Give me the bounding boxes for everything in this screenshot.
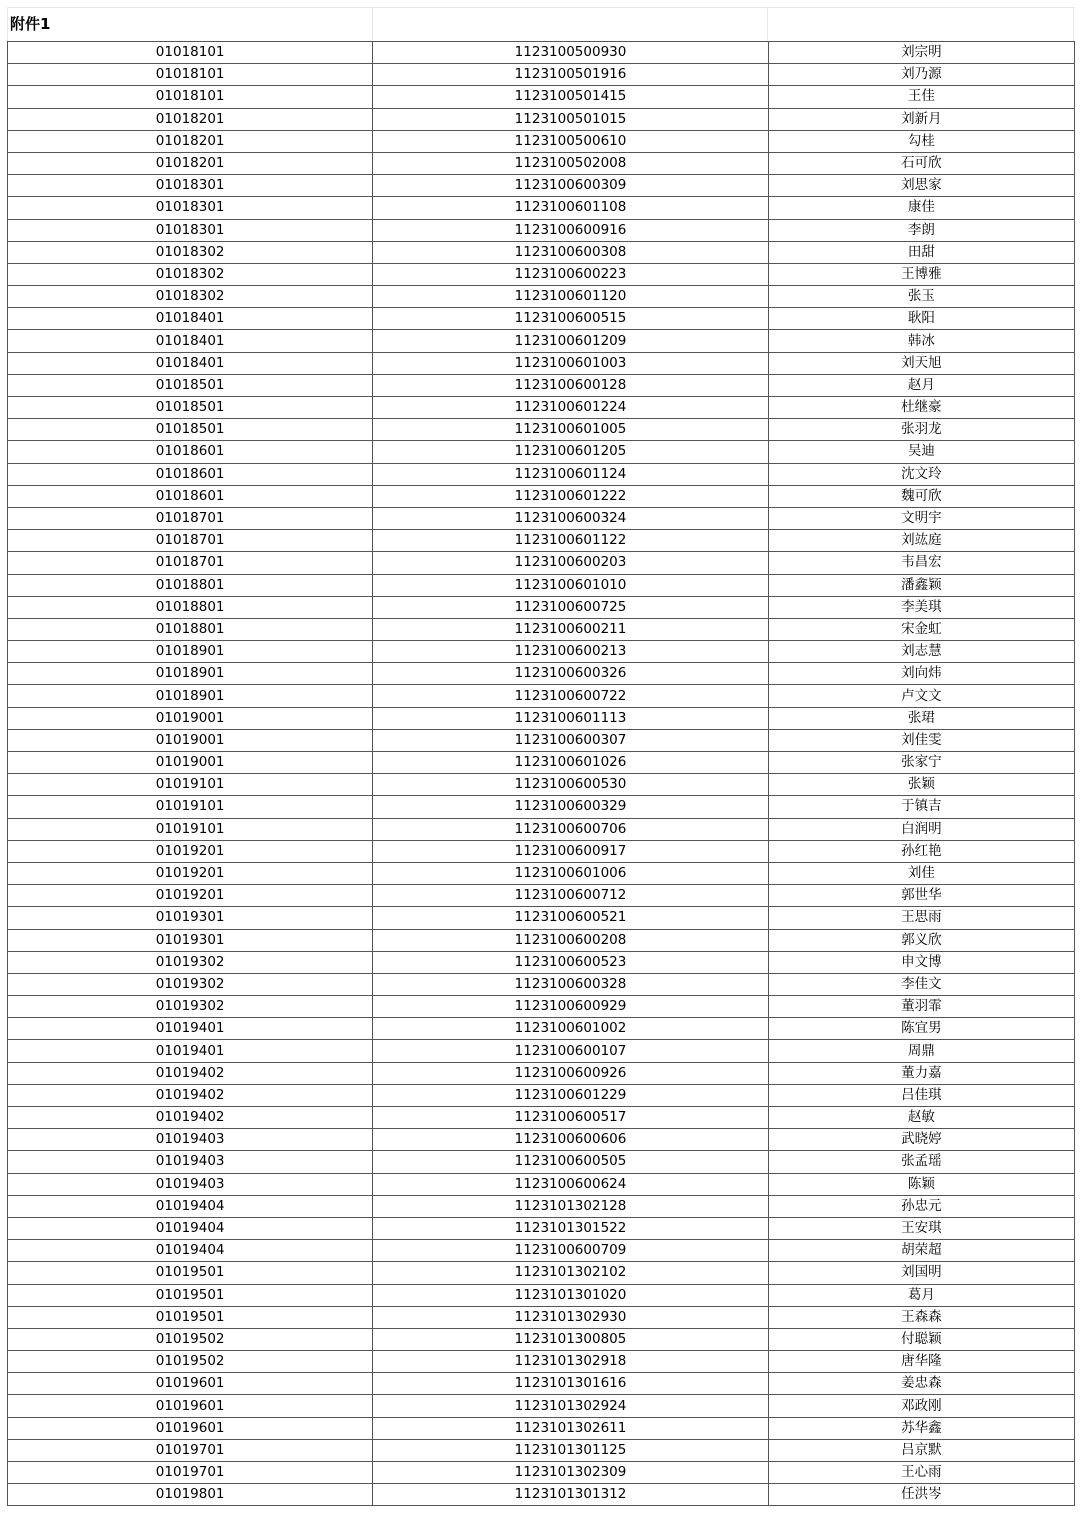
table-row <box>8 286 1075 308</box>
table-row <box>8 507 1075 529</box>
candidate-name-cell: 刘佳 <box>768 862 1074 884</box>
table-row <box>8 796 1075 818</box>
exam-number-cell: 1123100600926 <box>373 1062 768 1084</box>
position-code-cell: 01019601 <box>8 1395 373 1417</box>
position-code-cell: 01018801 <box>8 596 373 618</box>
position-code-cell: 01019402 <box>8 1107 373 1129</box>
table-row <box>8 596 1075 618</box>
candidate-name-cell: 陈宜男 <box>768 1018 1074 1040</box>
candidate-name-cell: 李朗 <box>768 219 1074 241</box>
candidate-name-cell: 李美琪 <box>768 596 1074 618</box>
exam-number-cell: 1123100600324 <box>373 507 768 529</box>
table-row <box>8 685 1075 707</box>
position-code-cell: 01018201 <box>8 130 373 152</box>
position-code-cell: 01018301 <box>8 175 373 197</box>
candidate-name-cell: 李佳文 <box>768 973 1074 995</box>
exam-number-cell: 1123100600521 <box>373 907 768 929</box>
position-code-cell: 01019502 <box>8 1351 373 1373</box>
position-code-cell: 01018701 <box>8 530 373 552</box>
table-row <box>8 1084 1075 1106</box>
exam-number-cell: 1123100601006 <box>373 862 768 884</box>
candidate-name-cell: 陈颖 <box>768 1173 1074 1195</box>
header-empty-cell <box>768 8 1074 41</box>
table-row <box>8 397 1075 419</box>
header-row <box>7 7 1075 41</box>
position-code-cell: 01019001 <box>8 729 373 751</box>
position-code-cell: 01018501 <box>8 374 373 396</box>
table-row <box>8 552 1075 574</box>
exam-number-cell: 1123100600307 <box>373 729 768 751</box>
table-row <box>8 1417 1075 1439</box>
table-row <box>8 263 1075 285</box>
position-code-cell: 01018501 <box>8 419 373 441</box>
candidate-name-cell: 刘佳雯 <box>768 729 1074 751</box>
position-code-cell: 01019404 <box>8 1217 373 1239</box>
position-code-cell: 01019301 <box>8 929 373 951</box>
candidate-name-cell: 王佳 <box>768 86 1074 108</box>
exam-number-cell: 1123100600107 <box>373 1040 768 1062</box>
position-code-cell: 01018801 <box>8 618 373 640</box>
exam-number-cell: 1123100600223 <box>373 263 768 285</box>
exam-number-cell: 1123101302924 <box>373 1395 768 1417</box>
table-row <box>8 729 1075 751</box>
position-code-cell: 01019101 <box>8 774 373 796</box>
position-code-cell: 01018201 <box>8 108 373 130</box>
table-row <box>8 840 1075 862</box>
candidate-name-cell: 郭义欣 <box>768 929 1074 951</box>
table-row <box>8 996 1075 1018</box>
candidate-name-cell: 孙忠元 <box>768 1195 1074 1217</box>
exam-number-cell: 1123100601205 <box>373 441 768 463</box>
candidate-name-cell: 刘新月 <box>768 108 1074 130</box>
candidate-name-cell: 孙红艳 <box>768 840 1074 862</box>
table-row <box>8 641 1075 663</box>
candidate-name-cell: 康佳 <box>768 197 1074 219</box>
position-code-cell: 01019302 <box>8 996 373 1018</box>
table-row <box>8 707 1075 729</box>
position-code-cell: 01019501 <box>8 1262 373 1284</box>
table-row <box>8 1151 1075 1173</box>
exam-number-cell: 1123100600326 <box>373 663 768 685</box>
candidate-name-cell: 任洪岑 <box>768 1484 1074 1506</box>
exam-number-cell: 1123100600929 <box>373 996 768 1018</box>
exam-number-cell: 1123100600208 <box>373 929 768 951</box>
table-row <box>8 42 1075 64</box>
spreadsheet <box>7 7 1075 1506</box>
exam-number-cell: 1123100600725 <box>373 596 768 618</box>
candidate-name-cell: 王博雅 <box>768 263 1074 285</box>
candidate-name-cell: 吕佳琪 <box>768 1084 1074 1106</box>
exam-number-cell: 1123100601209 <box>373 330 768 352</box>
candidate-name-cell: 田甜 <box>768 241 1074 263</box>
candidate-name-cell: 董羽霏 <box>768 996 1074 1018</box>
candidate-name-cell: 于镇吉 <box>768 796 1074 818</box>
exam-number-cell: 1123100500610 <box>373 130 768 152</box>
position-code-cell: 01018601 <box>8 441 373 463</box>
exam-number-cell: 1123100601002 <box>373 1018 768 1040</box>
exam-number-cell: 1123100600517 <box>373 1107 768 1129</box>
position-code-cell: 01019001 <box>8 707 373 729</box>
candidate-name-cell: 董力嘉 <box>768 1062 1074 1084</box>
position-code-cell: 01019201 <box>8 840 373 862</box>
table-row <box>8 1240 1075 1262</box>
exam-number-cell: 1123101302918 <box>373 1351 768 1373</box>
table-row <box>8 618 1075 640</box>
candidate-name-cell: 胡荣超 <box>768 1240 1074 1262</box>
exam-number-cell: 1123100600916 <box>373 219 768 241</box>
position-code-cell: 01019501 <box>8 1306 373 1328</box>
exam-number-cell: 1123101301522 <box>373 1217 768 1239</box>
exam-number-cell: 1123100600606 <box>373 1129 768 1151</box>
position-code-cell: 01019401 <box>8 1040 373 1062</box>
candidate-name-cell: 韩冰 <box>768 330 1074 352</box>
candidate-name-cell: 吕京默 <box>768 1439 1074 1461</box>
candidate-name-cell: 文明宇 <box>768 507 1074 529</box>
exam-number-cell: 1123100601003 <box>373 352 768 374</box>
exam-number-cell: 1123100502008 <box>373 152 768 174</box>
table-row <box>8 973 1075 995</box>
candidate-name-cell: 沈文玲 <box>768 463 1074 485</box>
table-row <box>8 1439 1075 1461</box>
position-code-cell: 01019403 <box>8 1173 373 1195</box>
position-code-cell: 01018901 <box>8 685 373 707</box>
table-row <box>8 308 1075 330</box>
exam-number-cell: 1123100600211 <box>373 618 768 640</box>
table-row <box>8 663 1075 685</box>
position-code-cell: 01018101 <box>8 42 373 64</box>
header-empty-cell <box>373 8 768 41</box>
exam-number-cell: 1123100600712 <box>373 885 768 907</box>
position-code-cell: 01019101 <box>8 796 373 818</box>
position-code-cell: 01018801 <box>8 574 373 596</box>
exam-number-cell: 1123100600328 <box>373 973 768 995</box>
exam-number-cell: 1123100601122 <box>373 530 768 552</box>
table-row <box>8 64 1075 86</box>
candidate-name-cell: 刘志慧 <box>768 641 1074 663</box>
table-row <box>8 1107 1075 1129</box>
candidate-name-cell: 杜继豪 <box>768 397 1074 419</box>
candidate-name-cell: 白润明 <box>768 818 1074 840</box>
exam-number-cell: 1123101302128 <box>373 1195 768 1217</box>
table-row <box>8 86 1075 108</box>
exam-number-cell: 1123100501415 <box>373 86 768 108</box>
position-code-cell: 01019404 <box>8 1195 373 1217</box>
candidate-name-cell: 唐华隆 <box>768 1351 1074 1373</box>
candidate-name-cell: 郭世华 <box>768 885 1074 907</box>
exam-number-cell: 1123100500930 <box>373 42 768 64</box>
candidate-name-cell: 张玉 <box>768 286 1074 308</box>
exam-number-cell: 1123100600309 <box>373 175 768 197</box>
table-row <box>8 241 1075 263</box>
table-row <box>8 219 1075 241</box>
candidate-name-cell: 潘鑫颖 <box>768 574 1074 596</box>
candidate-name-cell: 赵敏 <box>768 1107 1074 1129</box>
exam-number-cell: 1123100600329 <box>373 796 768 818</box>
exam-number-cell: 1123100601224 <box>373 397 768 419</box>
candidate-name-cell: 刘宗明 <box>768 42 1074 64</box>
position-code-cell: 01018301 <box>8 197 373 219</box>
position-code-cell: 01019701 <box>8 1462 373 1484</box>
table-row <box>8 1284 1075 1306</box>
exam-number-cell: 1123100600530 <box>373 774 768 796</box>
table-row <box>8 152 1075 174</box>
position-code-cell: 01019404 <box>8 1240 373 1262</box>
position-code-cell: 01019402 <box>8 1062 373 1084</box>
table-row <box>8 530 1075 552</box>
exam-number-cell: 1123100600128 <box>373 374 768 396</box>
exam-number-cell: 1123100601010 <box>373 574 768 596</box>
candidate-name-cell: 刘思家 <box>768 175 1074 197</box>
position-code-cell: 01019201 <box>8 862 373 884</box>
candidate-name-cell: 武晓婷 <box>768 1129 1074 1151</box>
table-row <box>8 951 1075 973</box>
table-row <box>8 1173 1075 1195</box>
position-code-cell: 01018901 <box>8 663 373 685</box>
position-code-cell: 01018201 <box>8 152 373 174</box>
table-row <box>8 108 1075 130</box>
table-row <box>8 774 1075 796</box>
candidate-name-cell: 付聪颖 <box>768 1328 1074 1350</box>
position-code-cell: 01018701 <box>8 507 373 529</box>
table-row <box>8 1351 1075 1373</box>
exam-number-cell: 1123101301020 <box>373 1284 768 1306</box>
position-code-cell: 01019502 <box>8 1328 373 1350</box>
position-code-cell: 01018501 <box>8 397 373 419</box>
exam-number-cell: 1123100601005 <box>373 419 768 441</box>
exam-number-cell: 1123100601124 <box>373 463 768 485</box>
candidate-name-cell: 张孟瑶 <box>768 1151 1074 1173</box>
exam-number-cell: 1123100600308 <box>373 241 768 263</box>
table-row <box>8 574 1075 596</box>
position-code-cell: 01018701 <box>8 552 373 574</box>
candidate-name-cell: 刘乃源 <box>768 64 1074 86</box>
table-row <box>8 1129 1075 1151</box>
table-row <box>8 175 1075 197</box>
candidate-name-cell: 申文博 <box>768 951 1074 973</box>
table-row <box>8 197 1075 219</box>
position-code-cell: 01018601 <box>8 485 373 507</box>
table-row <box>8 1373 1075 1395</box>
table-row <box>8 1484 1075 1506</box>
exam-number-cell: 1123101302102 <box>373 1262 768 1284</box>
position-code-cell: 01018401 <box>8 330 373 352</box>
position-code-cell: 01018302 <box>8 286 373 308</box>
exam-number-cell: 1123100600505 <box>373 1151 768 1173</box>
exam-number-cell: 1123100600624 <box>373 1173 768 1195</box>
candidate-name-cell: 吴迪 <box>768 441 1074 463</box>
candidate-name-cell: 姜忠森 <box>768 1373 1074 1395</box>
table-row <box>8 885 1075 907</box>
exam-number-cell: 1123100601113 <box>373 707 768 729</box>
table-row <box>8 463 1075 485</box>
table-row <box>8 752 1075 774</box>
exam-number-cell: 1123100600709 <box>373 1240 768 1262</box>
exam-number-cell: 1123101301125 <box>373 1439 768 1461</box>
position-code-cell: 01018302 <box>8 241 373 263</box>
candidate-name-cell: 宋金虹 <box>768 618 1074 640</box>
table-row <box>8 1217 1075 1239</box>
exam-number-cell: 1123101300805 <box>373 1328 768 1350</box>
table-row <box>8 374 1075 396</box>
position-code-cell: 01019401 <box>8 1018 373 1040</box>
table-row <box>8 818 1075 840</box>
candidate-name-cell: 王安琪 <box>768 1217 1074 1239</box>
table-row <box>8 1062 1075 1084</box>
table-row <box>8 352 1075 374</box>
table-row <box>8 907 1075 929</box>
position-code-cell: 01019402 <box>8 1084 373 1106</box>
table-row <box>8 1195 1075 1217</box>
candidate-name-cell: 周鼎 <box>768 1040 1074 1062</box>
exam-number-cell: 1123100601222 <box>373 485 768 507</box>
position-code-cell: 01019601 <box>8 1373 373 1395</box>
table-row <box>8 441 1075 463</box>
position-code-cell: 01018101 <box>8 86 373 108</box>
position-code-cell: 01018601 <box>8 463 373 485</box>
table-row <box>8 1395 1075 1417</box>
exam-number-cell: 1123100501015 <box>373 108 768 130</box>
candidate-name-cell: 韦昌宏 <box>768 552 1074 574</box>
position-code-cell: 01019701 <box>8 1439 373 1461</box>
position-code-cell: 01018901 <box>8 641 373 663</box>
data-table <box>7 41 1075 1506</box>
position-code-cell: 01019501 <box>8 1284 373 1306</box>
exam-number-cell: 1123100600523 <box>373 951 768 973</box>
exam-number-cell: 1123100600515 <box>373 308 768 330</box>
table-row <box>8 1018 1075 1040</box>
candidate-name-cell: 刘竑庭 <box>768 530 1074 552</box>
exam-number-cell: 1123100600213 <box>373 641 768 663</box>
table-row <box>8 1306 1075 1328</box>
position-code-cell: 01019301 <box>8 907 373 929</box>
table-row <box>8 862 1075 884</box>
position-code-cell: 01018101 <box>8 64 373 86</box>
candidate-name-cell: 葛月 <box>768 1284 1074 1306</box>
position-code-cell: 01019101 <box>8 818 373 840</box>
exam-number-cell: 1123101302930 <box>373 1306 768 1328</box>
exam-number-cell: 1123100600722 <box>373 685 768 707</box>
table-row <box>8 1262 1075 1284</box>
exam-number-cell: 1123101301312 <box>373 1484 768 1506</box>
candidate-name-cell: 耿阳 <box>768 308 1074 330</box>
position-code-cell: 01019601 <box>8 1417 373 1439</box>
candidate-name-cell: 刘天旭 <box>768 352 1074 374</box>
candidate-name-cell: 王森森 <box>768 1306 1074 1328</box>
candidate-name-cell: 卢文文 <box>768 685 1074 707</box>
table-row <box>8 929 1075 951</box>
table-row <box>8 1040 1075 1062</box>
candidate-name-cell: 邓政刚 <box>768 1395 1074 1417</box>
table-row <box>8 1462 1075 1484</box>
position-code-cell: 01019001 <box>8 752 373 774</box>
position-code-cell: 01018301 <box>8 219 373 241</box>
candidate-name-cell: 魏可欣 <box>768 485 1074 507</box>
exam-number-cell: 1123101302309 <box>373 1462 768 1484</box>
exam-number-cell: 1123100601120 <box>373 286 768 308</box>
attachment-title: 附件1 <box>8 8 373 41</box>
exam-number-cell: 1123100600203 <box>373 552 768 574</box>
candidate-name-cell: 王心雨 <box>768 1462 1074 1484</box>
candidate-name-cell: 苏华鑫 <box>768 1417 1074 1439</box>
position-code-cell: 01018401 <box>8 308 373 330</box>
exam-number-cell: 1123100601108 <box>373 197 768 219</box>
candidate-name-cell: 刘国明 <box>768 1262 1074 1284</box>
candidate-name-cell: 石可欣 <box>768 152 1074 174</box>
exam-number-cell: 1123100600917 <box>373 840 768 862</box>
position-code-cell: 01019302 <box>8 951 373 973</box>
position-code-cell: 01019302 <box>8 973 373 995</box>
exam-number-cell: 1123100601026 <box>373 752 768 774</box>
position-code-cell: 01019801 <box>8 1484 373 1506</box>
position-code-cell: 01019201 <box>8 885 373 907</box>
candidate-name-cell: 张羽龙 <box>768 419 1074 441</box>
exam-number-cell: 1123101302611 <box>373 1417 768 1439</box>
position-code-cell: 01018401 <box>8 352 373 374</box>
position-code-cell: 01018302 <box>8 263 373 285</box>
candidate-name-cell: 赵月 <box>768 374 1074 396</box>
table-row <box>8 419 1075 441</box>
exam-number-cell: 1123100601229 <box>373 1084 768 1106</box>
candidate-name-cell: 王思雨 <box>768 907 1074 929</box>
candidate-name-cell: 张家宁 <box>768 752 1074 774</box>
table-row <box>8 130 1075 152</box>
candidate-name-cell: 勾桂 <box>768 130 1074 152</box>
table-row <box>8 485 1075 507</box>
exam-number-cell: 1123100501916 <box>373 64 768 86</box>
candidate-name-cell: 刘向炜 <box>768 663 1074 685</box>
exam-number-cell: 1123100600706 <box>373 818 768 840</box>
exam-number-cell: 1123101301616 <box>373 1373 768 1395</box>
candidate-name-cell: 张颖 <box>768 774 1074 796</box>
position-code-cell: 01019403 <box>8 1129 373 1151</box>
table-row <box>8 1328 1075 1350</box>
table-row <box>8 330 1075 352</box>
position-code-cell: 01019403 <box>8 1151 373 1173</box>
candidate-name-cell: 张珺 <box>768 707 1074 729</box>
